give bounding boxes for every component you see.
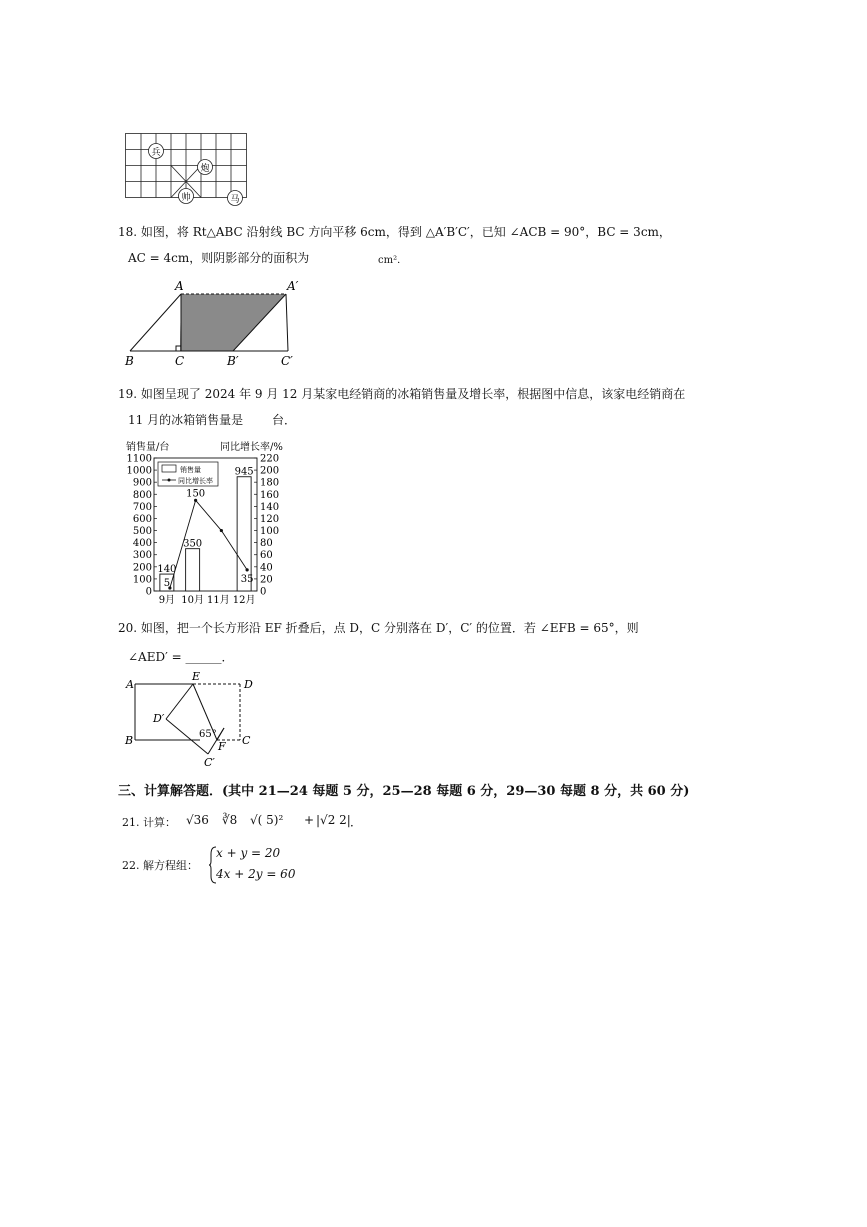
q18-label-A-prime: A′ — [287, 279, 299, 293]
x-tick-label: 11月 — [207, 595, 230, 606]
y-tick-label: 400 — [132, 538, 152, 550]
q18-figure — [120, 276, 300, 370]
q20-label-C: C — [242, 734, 251, 747]
q20-figure — [120, 670, 270, 772]
q21-term1: √36 — [186, 813, 209, 827]
bar-value-label: 945 — [234, 466, 254, 478]
y2-tick-label: 80 — [260, 538, 273, 550]
q21-plus: + — [304, 813, 315, 827]
q21-term2: ∛8 — [222, 813, 238, 827]
y-tick-label: 1100 — [126, 453, 152, 465]
bar-value-label: 140 — [157, 564, 177, 576]
q19-chart — [120, 436, 310, 612]
q18-unit: cm²． — [378, 255, 408, 266]
chart-legend — [158, 462, 218, 486]
q21-prefix: 21. 计算： — [122, 816, 176, 829]
q19-line1: 19. 如图呈现了 2024 年 9 月 12 月某家电经销商的冰箱销售量及增长率，根据图中信息，该家电经销商在 — [118, 387, 686, 401]
growth-rate-line — [170, 500, 247, 588]
y-tick-label: 500 — [132, 526, 152, 538]
q18-label-A: A — [175, 279, 184, 293]
q20-label-C-prime: C′ — [204, 756, 215, 769]
chart-ylabel: 销售量/台 — [126, 442, 170, 453]
piece-ma: 马 — [230, 195, 240, 205]
legend-line-label: 同比增长率 — [178, 477, 213, 485]
y-tick-label: 100 — [132, 574, 152, 586]
q20-line1: 20. 如图，把一个长方形沿 EF 折叠后，点 D，C 分别落在 D′，C′ 的位置．若 ∠EFB = 65°，则 — [118, 621, 639, 635]
q21-end: ． — [350, 815, 363, 829]
q20-label-B: B — [125, 734, 134, 747]
piece-bing: 兵 — [151, 148, 161, 158]
x-tick-label: 9月 — [158, 595, 176, 606]
y2-tick-label: 60 — [260, 550, 273, 562]
growth-rate-point — [246, 568, 249, 571]
y-tick-label: 200 — [132, 562, 152, 574]
y-tick-label: 800 — [132, 489, 152, 501]
y-tick-label: 1000 — [126, 465, 152, 477]
bar-sales — [186, 549, 200, 591]
y2-tick-label: 160 — [260, 489, 280, 501]
growth-rate-point — [220, 529, 223, 532]
x-tick-label: 12月 — [232, 595, 256, 606]
q19-line2: 11 月的冰箱销售量是 — [128, 413, 244, 427]
q18-line1: 18. 如图，将 Rt△ABC 沿射线 BC 方向平移 6cm，得到 △A′B′C′，已知 ∠ACB = 90°，BC = 3cm， — [118, 225, 671, 239]
q20-label-D-prime: D′ — [153, 712, 165, 725]
q22-prefix: 22. 解方程组： — [122, 859, 198, 872]
q21-term4: |√2 2| — [316, 813, 351, 827]
piece-pao: 炮 — [200, 164, 210, 174]
q18-label-C-prime: C′ — [281, 354, 293, 368]
growth-value-label: 150 — [186, 488, 206, 500]
q21-term3: √( 5)² — [250, 813, 284, 827]
y2-tick-label: 120 — [260, 513, 280, 525]
q20-label-A: A — [126, 678, 134, 691]
y2-tick-label: 140 — [260, 501, 280, 513]
q20-label-D: D — [244, 678, 253, 691]
y-tick-label: 300 — [132, 550, 152, 562]
q18-label-B-prime: B′ — [227, 354, 239, 368]
y-tick-label: 600 — [132, 513, 152, 525]
x-tick-label: 10月 — [181, 595, 204, 606]
chessboard-figure — [124, 132, 250, 208]
q18-label-B: B — [125, 354, 134, 368]
q22-eq2: 4x + 2y = 60 — [216, 867, 296, 881]
q19-line2-end: 台． — [272, 413, 297, 427]
y-tick-label: 700 — [132, 501, 152, 513]
growth-value-label: 5 — [163, 577, 171, 589]
y2-tick-label: 20 — [260, 574, 273, 586]
y2-tick-label: 0 — [260, 586, 267, 598]
piece-shuai: 帅 — [181, 193, 191, 203]
q20-label-E: E — [192, 670, 201, 683]
q18-label-C: C — [175, 354, 185, 368]
y2-tick-label: 180 — [260, 477, 280, 489]
q22-eq1: x + y = 20 — [216, 846, 281, 860]
chart-y2label: 同比增长率/% — [220, 442, 283, 453]
y2-tick-label: 40 — [260, 562, 273, 574]
y-tick-label: 900 — [132, 477, 152, 489]
y2-tick-label: 200 — [260, 465, 280, 477]
q20-label-F: F — [218, 740, 226, 753]
q20-line2: ∠AED′ = ______． — [128, 650, 234, 664]
y-tick-label: 0 — [145, 586, 152, 598]
growth-value-label: 35 — [240, 573, 254, 585]
bar-value-label: 350 — [183, 538, 203, 550]
section3-title: 三、计算解答题．(其中 21—24 每题 5 分，25—28 每题 6 分，29—30 每题 8 分，共 60 分) — [118, 784, 690, 799]
legend-bar-label: 销售量 — [180, 466, 201, 474]
legend-bar-swatch — [162, 465, 176, 472]
q20-angle-label: 65° — [199, 729, 217, 740]
q18-line2: AC = 4cm，则阴影部分的面积为 — [128, 251, 310, 265]
y2-tick-label: 220 — [260, 453, 280, 465]
y2-tick-label: 100 — [260, 526, 280, 538]
